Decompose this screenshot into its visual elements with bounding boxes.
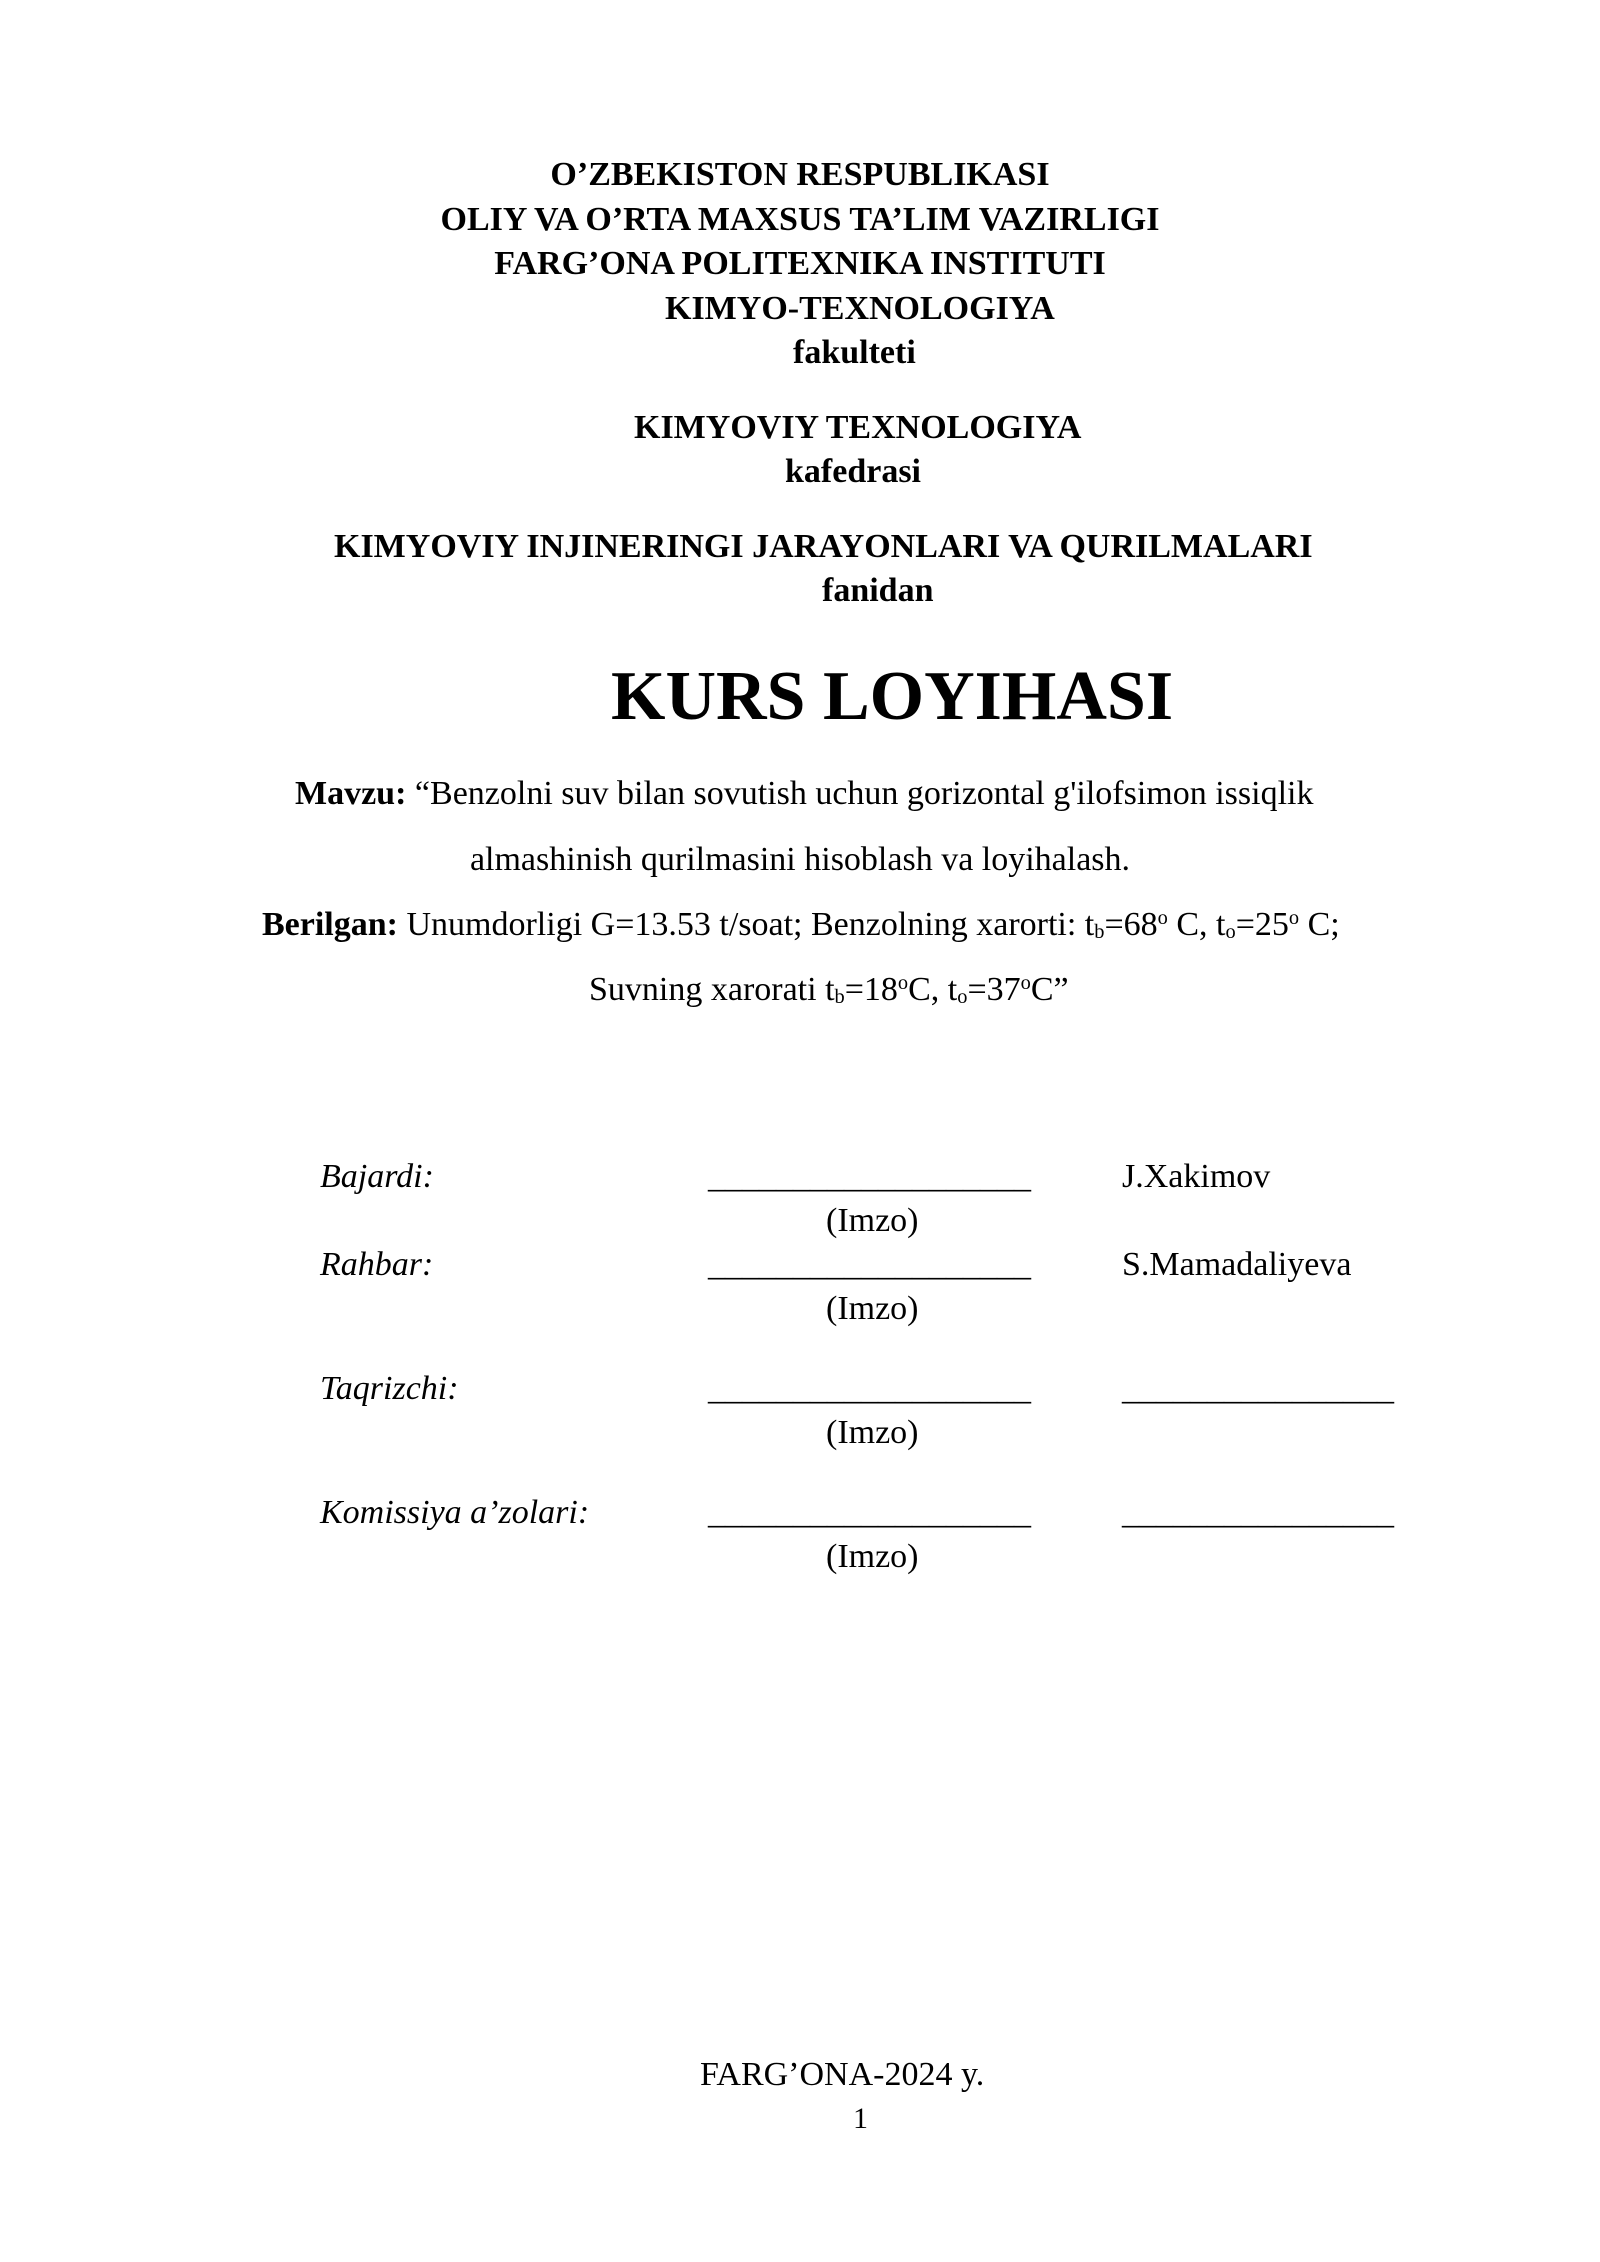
given-line-2 xyxy=(589,973,1069,1007)
topic-text-2: almashinish qurilmasini hisoblash va loyihalash. xyxy=(469,841,1131,878)
header-ministry: OLIY VA O’RTA MAXSUS TA’LIM VAZIRLIGI xyxy=(440,201,1160,238)
topic-label: Mavzu: xyxy=(295,775,407,812)
sub-o: o xyxy=(1225,921,1236,944)
unit-c: C; xyxy=(1299,906,1340,943)
header-subject-word: fanidan xyxy=(822,572,934,609)
signature-line: ___________________ xyxy=(708,1494,1031,1531)
header-department-name: KIMYOVIY TEXNOLOGIYA xyxy=(634,409,1082,446)
sub-b: b xyxy=(834,986,845,1009)
role-taqrizchi: Taqrizchi: xyxy=(320,1370,459,1407)
signature-hint: (Imzo) xyxy=(826,1538,919,1575)
signature-hint: (Imzo) xyxy=(826,1290,919,1327)
header-department-word: kafedrasi xyxy=(785,453,921,490)
sub-b: b xyxy=(1094,921,1105,944)
page-number: 1 xyxy=(853,2102,868,2135)
header-faculty-word: fakulteti xyxy=(793,334,916,371)
water-prefix: Suvning xarorati t xyxy=(589,971,835,1008)
signature-hint: (Imzo) xyxy=(826,1202,919,1239)
signature-line: ___________________ xyxy=(708,1158,1031,1195)
given-productivity: Unumdorligi G=13.53 t/soat; Benzolning xarorti: t xyxy=(406,906,1095,943)
role-komissiya: Komissiya a’zolari: xyxy=(320,1494,590,1531)
unit-c: C, t xyxy=(908,971,958,1008)
unit-c-close: C” xyxy=(1030,971,1069,1008)
header-faculty-name: KIMYO-TEXNOLOGIYA xyxy=(665,290,1055,327)
degree-sign: o xyxy=(1157,906,1168,929)
role-bajardi: Bajardi: xyxy=(320,1158,434,1195)
value-68: =68 xyxy=(1104,906,1158,943)
signature-hint: (Imzo) xyxy=(826,1414,919,1451)
signature-line: ___________________ xyxy=(708,1246,1031,1283)
name-rahbar: S.Mamadaliyeva xyxy=(1122,1246,1352,1283)
name-line-taqrizchi: ________________ xyxy=(1122,1370,1394,1407)
header-institute: FARG’ONA POLITEXNIKA INSTITUTI xyxy=(494,245,1106,282)
header-republic: O’ZBEKISTON RESPUBLIKASI xyxy=(550,156,1050,193)
header-subject-name: KIMYOVIY INJINERINGI JARAYONLARI VA QURILMALARI xyxy=(334,528,1313,565)
name-line-komissiya: ________________ xyxy=(1122,1494,1394,1531)
given-line-1 xyxy=(262,908,1340,942)
name-bajardi: J.Xakimov xyxy=(1122,1158,1271,1195)
role-rahbar: Rahbar: xyxy=(320,1246,434,1283)
degree-sign: o xyxy=(1288,906,1300,929)
topic-line-1 xyxy=(295,777,1313,811)
given-label: Berilgan: xyxy=(262,906,398,943)
value-37: =37 xyxy=(967,971,1021,1008)
degree-sign: o xyxy=(1020,971,1031,994)
footer-city-year: FARG’ONA-2024 y. xyxy=(700,2056,985,2093)
value-25: =25 xyxy=(1235,906,1289,943)
document-title: KURS LOYIHASI xyxy=(611,658,1174,735)
sub-o: o xyxy=(957,986,968,1009)
value-18: =18 xyxy=(844,971,898,1008)
topic-text-1: “Benzolni suv bilan sovutish uchun gorizontal g'ilofsimon issiqlik xyxy=(414,775,1314,812)
unit-c: C, t xyxy=(1167,906,1226,943)
degree-sign: o xyxy=(897,971,909,994)
signature-line: ___________________ xyxy=(708,1370,1031,1407)
